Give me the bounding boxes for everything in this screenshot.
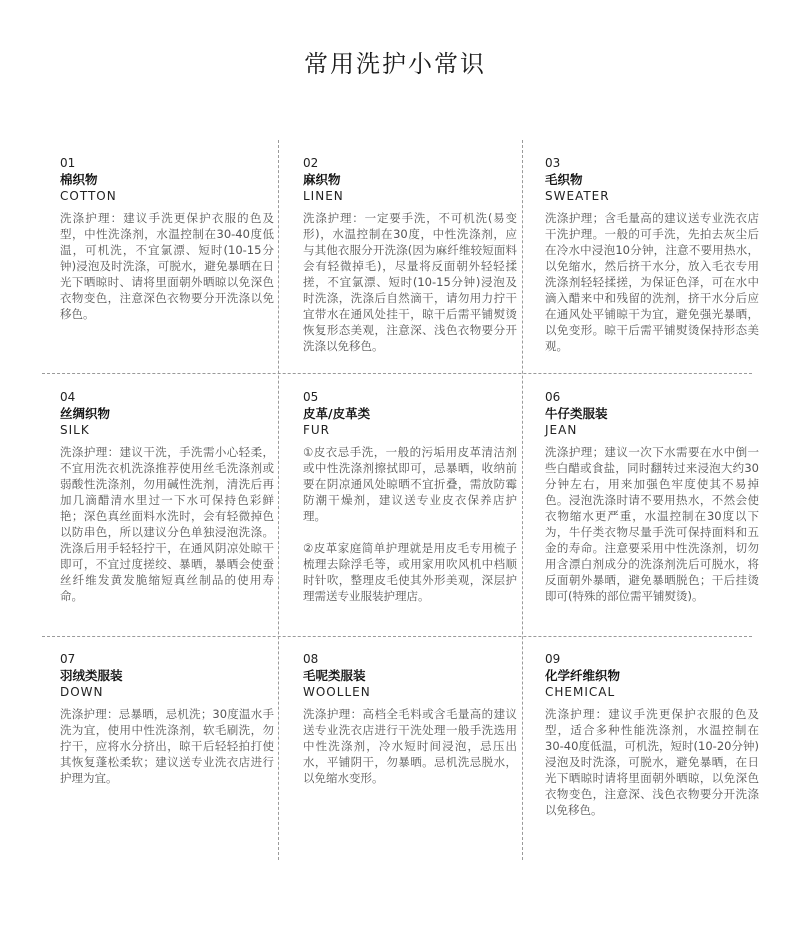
card-number: 03: [545, 156, 561, 170]
card-title-cn: 毛呢类服装: [303, 668, 366, 683]
card-body: 洗涤护理；建议一次下水需要在水中倒一些白醋或食盐，同时翻转过来浸泡大约30分钟左右，用来加强色牢度使其不易掉色。浸泡洗涤时请不要用热水，不然会使衣物缩水更严重，水温控制在30度以下为，牛仔类衣物尽量手洗可保持面料和五金的寿命。注意要采用中性洗涤剂，切勿用含漂白剂成分的洗涤剂洗后可脱水，将反面朝外暴晒，避免暴晒脱色；干后挂烫即可(特殊的部位需平铺熨烫)。: [545, 445, 759, 603]
card-number: 05: [303, 390, 319, 404]
card-title-en: COTTON: [60, 189, 117, 203]
card-body: 洗涤护理：一定要手洗，不可机洗(易变形)，水温控制在30度，中性洗涤剂，应与其他衣服分开洗涤(因为麻纤维较短面料会有轻微掉毛)，尽量将反面朝外轻轻揉搓，不宜氯漂、短时(10-15分钟)浸泡及时洗涤，洗涤后自然滴干，请勿用力拧干宜带水在通风处挂干，晾干后需平铺熨烫恢复形态美观，注意深、浅色衣物要分开洗涤以免移色。: [303, 211, 517, 353]
card-body: 洗涤护理：高档全毛料或含毛量高的建议送专业洗衣店进行干洗处理一般手洗选用中性洗涤剂，冷水短时间浸泡，忌压出水，平铺阴干，勿暴晒。忌机洗忌脱水，以免缩水变形。: [303, 707, 517, 785]
card-title-cn: 牛仔类服装: [545, 406, 608, 421]
card-title-cn: 麻织物: [303, 172, 341, 187]
card-title-cn: 棉织物: [60, 172, 98, 187]
card-title-cn: 皮革/皮革类: [303, 406, 371, 421]
card-title-en: LINEN: [303, 189, 344, 203]
care-card-linen: [303, 155, 517, 354]
card-number: 06: [545, 390, 561, 404]
care-card-jean: [545, 389, 759, 604]
grid-divider-horizontal-2: [42, 636, 752, 637]
grid-divider-horizontal-1: [42, 373, 752, 374]
card-number: 07: [60, 652, 76, 666]
card-number: 02: [303, 156, 319, 170]
card-body: 洗涤护理：建议手洗更保护衣服的色及型，适合多种性能洗涤剂，水温控制在30-40度低温，可机洗，短时(10-20分钟)浸泡及时洗涤，可脱水，避免暴晒，在日光下晒晾时请将里面朝外晒晾，以免深色衣物变色，注意深、浅色衣物要分开洗涤以免移色。: [545, 707, 759, 817]
card-title-en: CHEMICAL: [545, 685, 616, 699]
card-body: 洗涤护理：建议干洗，手洗需小心轻柔，不宜用洗衣机洗涤推荐使用丝毛洗涤剂或弱酸性洗涤剂，勿用碱性洗剂，清洗后再加几滴醋清水里过一下水可保持色彩鲜艳；深色真丝面料水洗时，会有轻微掉色以防串色，所以建议分色单独浸泡洗涤。洗涤后用手轻轻拧干，在通风阴凉处晾干即可，不宜过度搓绞、暴晒，暴晒会使蚕丝纤维发黄发脆缩短真丝制品的使用寿命。: [60, 445, 274, 603]
card-title-en: FUR: [303, 423, 331, 437]
care-card-cotton: [60, 155, 274, 322]
card-body: 洗涤护理；含毛量高的建议送专业洗衣店干洗护理。一般的可手洗，先拍去灰尘后在冷水中浸泡10分钟，注意不要用热水，以免缩水，然后挤干水分，放入毛衣专用洗涤剂轻轻揉搓，为保证色泽，可在水中滴入醋来中和残留的洗剂，挤干水分后应在通风处平铺晾干为宜，避免强光暴晒，以免变形。晾干后需平铺熨烫保持形态美观。: [545, 211, 759, 353]
card-number: 04: [60, 390, 76, 404]
card-body: 洗涤护理：建议手洗更保护衣服的色及型，中性洗涤剂，水温控制在30-40度低温，可机洗，不宜氯漂、短时(10-15分钟)浸泡及时洗涤，可脱水，避免暴晒在日光下晒晾时、请将里面朝外晒晾以免深色衣物变色，注意深色衣物要分开洗涤以免移色。: [60, 211, 274, 321]
care-card-woollen: [303, 651, 517, 786]
care-card-fur: [303, 389, 517, 604]
card-body: ①皮衣忌手洗，一般的污垢用皮革清洁剂或中性洗涤剂擦拭即可，忌暴晒，收纳前要在阴凉通风处晾晒不宜折叠，需放防霉防潮干燥剂，建议送专业皮衣保养店护理。 ②皮革家庭简单护理就是用皮毛专用梳子梳理去除浮毛等，或用家用吹风机中档顺时针吹，整理皮毛使其外形美观，深层护理需送专业服装护理店。: [303, 445, 517, 603]
card-title-en: SWEATER: [545, 189, 610, 203]
care-card-sweater: [545, 155, 759, 354]
page-title: 常用洗护小常识: [304, 50, 486, 78]
card-number: 08: [303, 652, 319, 666]
card-title-en: SILK: [60, 423, 90, 437]
care-card-down: [60, 651, 274, 786]
card-title-cn: 羽绒类服装: [60, 668, 123, 683]
card-number: 09: [545, 652, 561, 666]
card-title-cn: 丝绸织物: [60, 406, 111, 421]
card-title-en: JEAN: [545, 423, 578, 437]
care-card-chemical: [545, 651, 759, 818]
grid-divider-vertical-2: [522, 140, 523, 860]
card-body: 洗涤护理：忌暴晒，忌机洗；30度温水手洗为宜，使用中性洗涤剂，软毛刷洗，勿拧干，应将水分挤出，晾干后轻轻拍打使其恢复蓬松柔软；建议送专业洗衣店进行护理为宜。: [60, 707, 274, 785]
card-title-cn: 毛织物: [545, 172, 583, 187]
card-title-en: DOWN: [60, 685, 104, 699]
care-card-silk: [60, 389, 274, 604]
card-title-cn: 化学纤维织物: [545, 668, 621, 683]
grid-divider-vertical-1: [278, 140, 279, 860]
card-title-en: WOOLLEN: [303, 685, 371, 699]
card-number: 01: [60, 156, 76, 170]
